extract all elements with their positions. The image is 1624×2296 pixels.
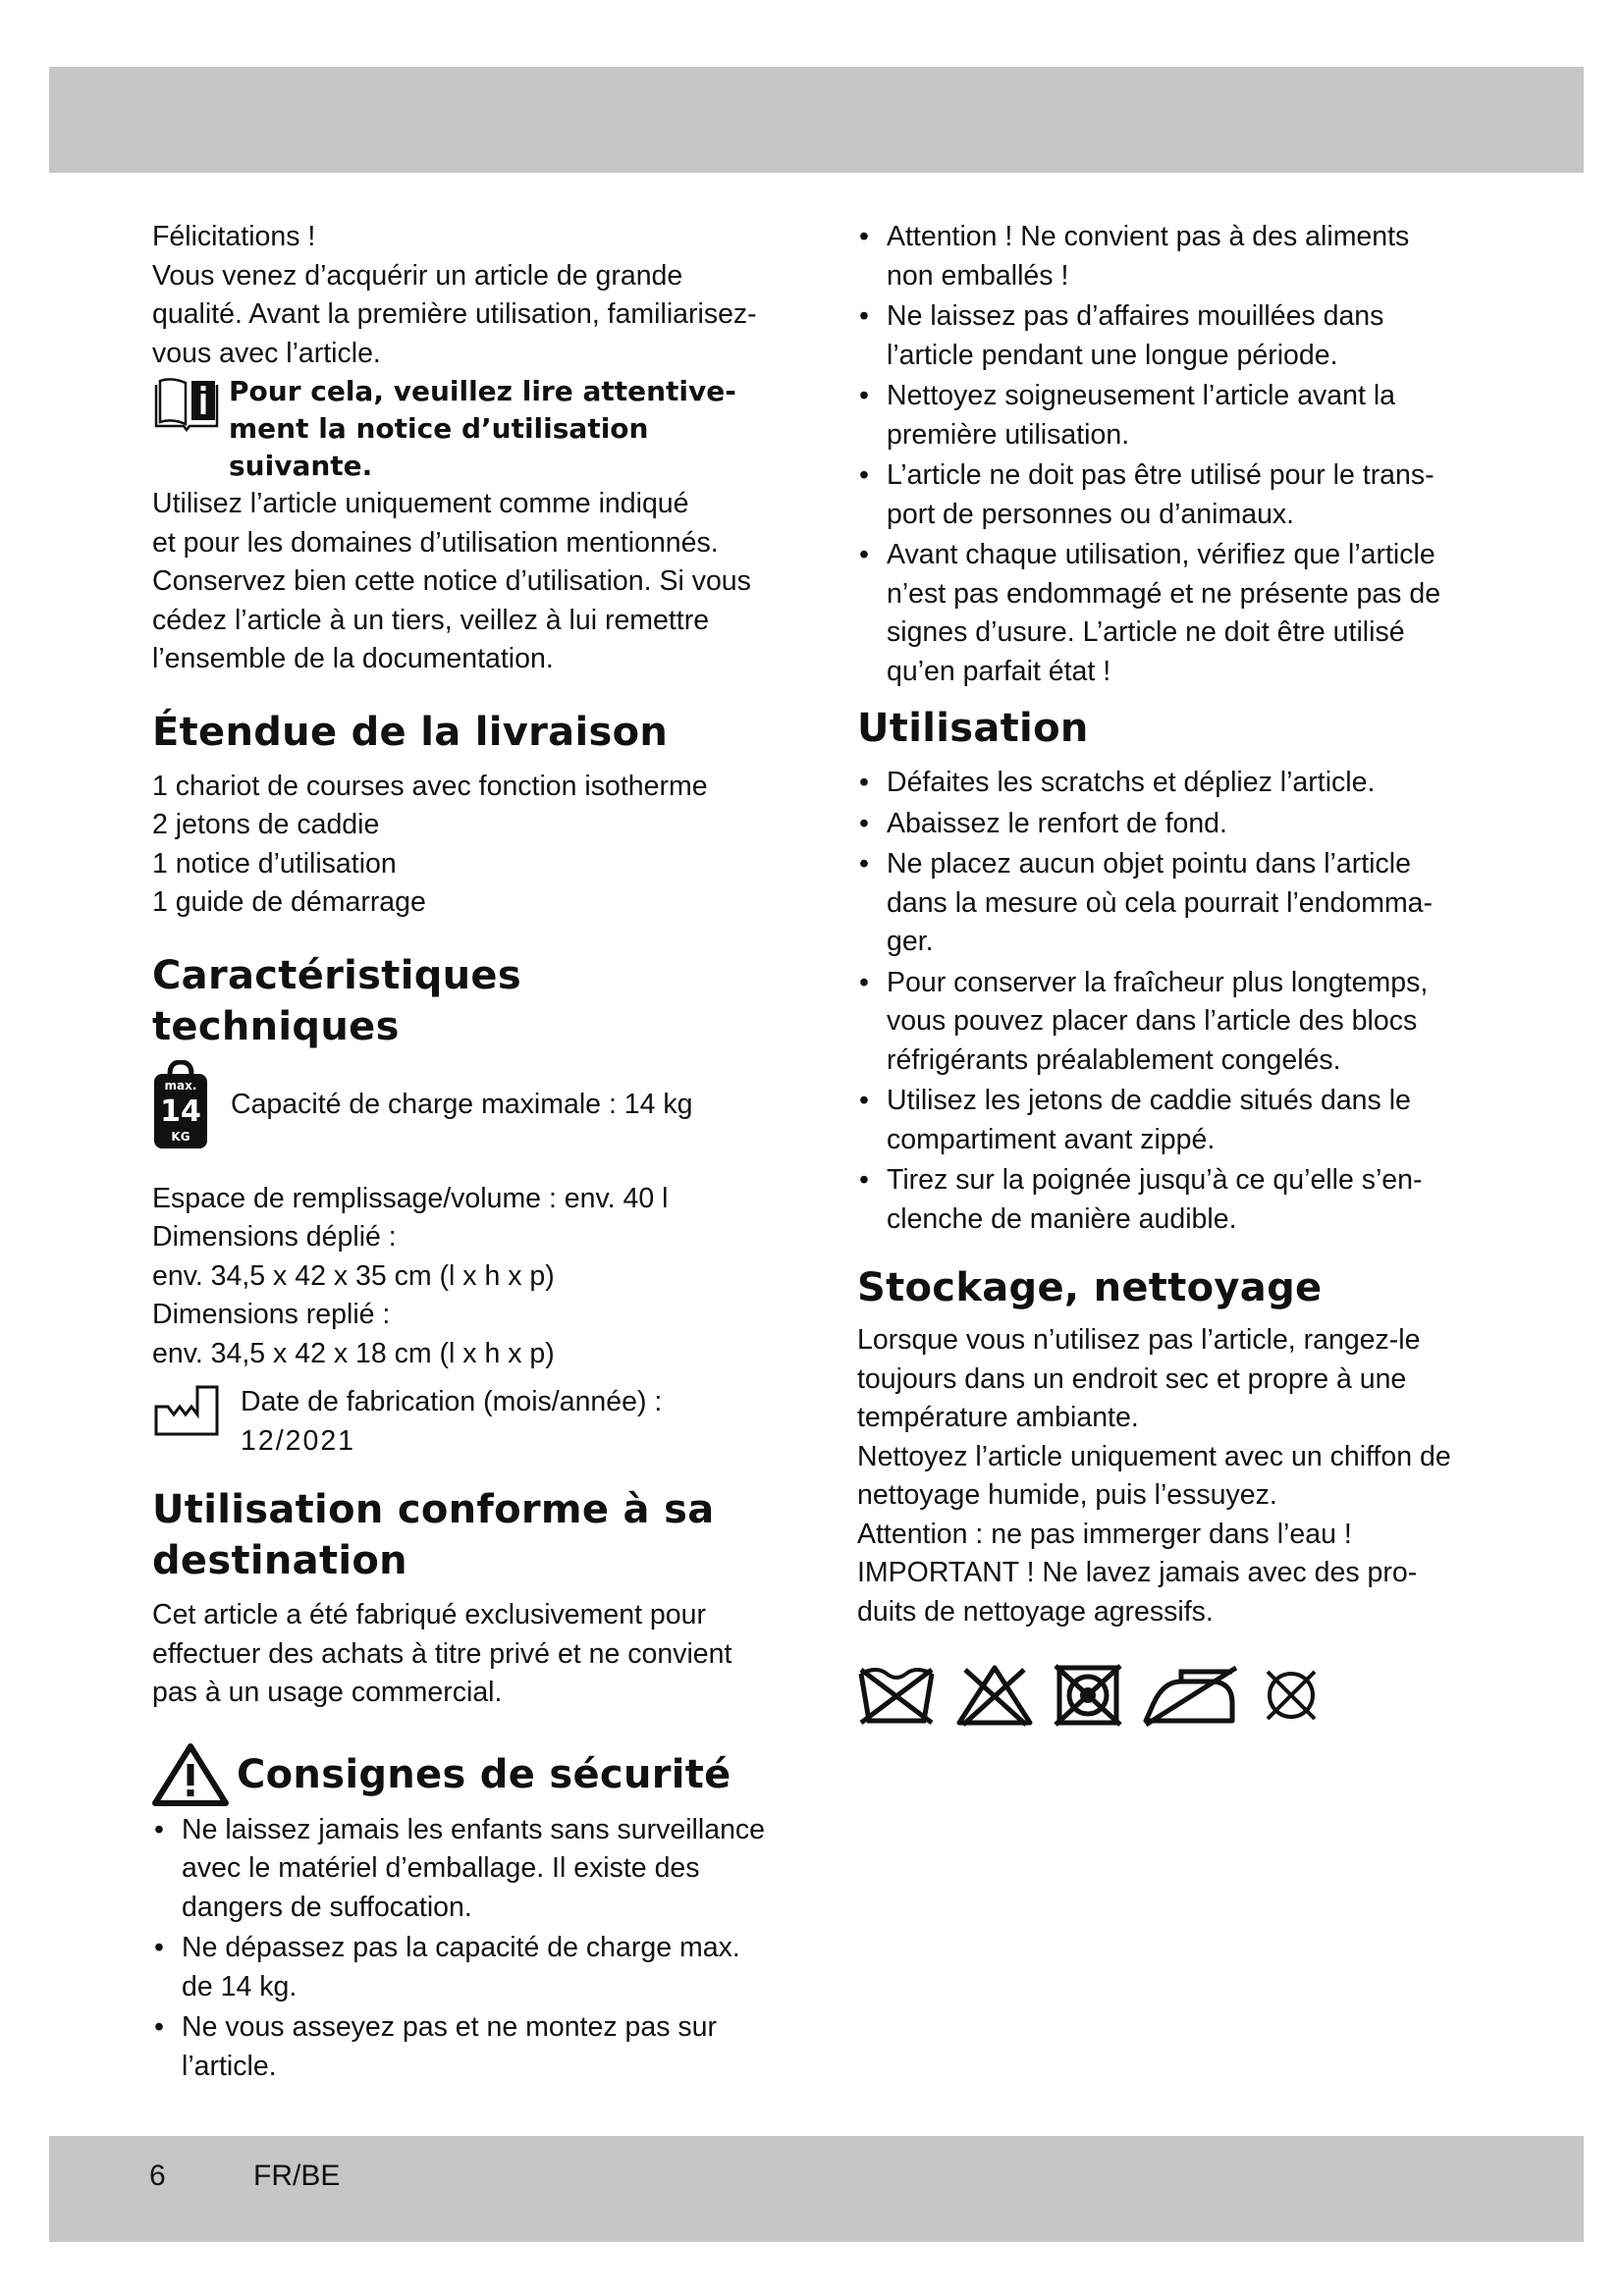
safety-list-continued bbox=[857, 218, 1486, 691]
list-item-line: l’article pendant une longue période. bbox=[887, 339, 1338, 371]
list-item-line: • Tirez sur la poignée jusqu’à ce qu’elle s’en- bbox=[887, 1164, 1423, 1196]
specs-heading: Caractéristiques techniques bbox=[152, 952, 521, 1049]
body-line: Utilisez l’article uniquement comme indiqué bbox=[152, 488, 689, 519]
list-item-line: • Ne laissez pas d’affaires mouillées dans bbox=[887, 300, 1384, 332]
list-item bbox=[857, 805, 1486, 844]
list-item-line: port de personnes ou d’animaux. bbox=[887, 498, 1295, 530]
list-item-line: ger. bbox=[887, 926, 934, 957]
max-load-row bbox=[152, 1060, 781, 1150]
intended-use-heading bbox=[152, 1484, 781, 1586]
no-wash-icon bbox=[857, 1661, 936, 1730]
list-item-line: • Ne vous asseyez pas et ne montez pas sur bbox=[182, 2011, 717, 2043]
left-column bbox=[152, 218, 781, 2088]
spec-line: Dimensions replié : bbox=[152, 1299, 391, 1330]
warning-icon bbox=[152, 1742, 229, 1807]
intended-use-title-line: Utilisation conforme à sa bbox=[152, 1487, 715, 1532]
list-item-line: • Utilisez les jetons de caddie situés dans le bbox=[887, 1085, 1411, 1116]
intro-line: vous avec l’article. bbox=[152, 337, 381, 369]
list-item-line: • Abaissez le renfort de fond. bbox=[887, 807, 1227, 839]
list-item-line: avec le matériel d’emballage. Il existe des bbox=[182, 1852, 700, 1884]
body-line: et pour les domaines d’utilisation mentionnés. bbox=[152, 526, 719, 559]
notice-line: Pour cela, veuillez lire attentive- bbox=[229, 375, 736, 407]
list-item bbox=[152, 1811, 781, 1928]
delivery-item: 1 chariot de courses avec fonction isotherme bbox=[152, 770, 708, 802]
intended-use-line: pas à un usage commercial. bbox=[152, 1677, 503, 1708]
spec-line: Dimensions déplié : bbox=[152, 1221, 397, 1253]
storage-line: duits de nettoyage agressifs. bbox=[857, 1595, 1214, 1628]
no-tumble-dry-icon bbox=[1054, 1661, 1122, 1730]
delivery-item: 1 notice d’utilisation bbox=[152, 847, 397, 880]
list-item-line: qu’en parfait état ! bbox=[887, 655, 1111, 687]
read-notice bbox=[152, 373, 781, 485]
body-line: l’ensemble de la documentation. bbox=[152, 643, 554, 674]
list-item-line: • Pour conserver la fraîcheur plus longtemps, bbox=[887, 966, 1429, 998]
language-code: FR/BE bbox=[253, 2160, 341, 2192]
list-item-line: • Nettoyez soigneusement l’article avant la bbox=[887, 380, 1396, 411]
list-item-line: dangers de suffocation. bbox=[182, 1891, 472, 1923]
spec-line: env. 34,5 x 42 x 18 cm (l x h x p) bbox=[152, 1337, 555, 1369]
list-item-line: compartiment avant zippé. bbox=[887, 1123, 1216, 1155]
list-item bbox=[857, 456, 1486, 534]
weight-icon-value: 14 bbox=[160, 1094, 201, 1129]
intended-use-line: effectuer des achats à titre privé et ne convient bbox=[152, 1637, 732, 1670]
list-item-line: non emballés ! bbox=[887, 259, 1069, 292]
list-item bbox=[857, 218, 1486, 295]
list-item-line: vous pouvez placer dans l’article des blocs bbox=[887, 1005, 1418, 1037]
list-item-line: réfrigérants préalablement congelés. bbox=[887, 1043, 1341, 1076]
right-column bbox=[857, 218, 1486, 1730]
list-item bbox=[857, 536, 1486, 691]
storage-line: température ambiante. bbox=[857, 1402, 1139, 1433]
list-item-line: • Avant chaque utilisation, vérifiez que l’article bbox=[887, 539, 1435, 570]
manufacture-date-label: Date de fabrication (mois/année) : bbox=[241, 1386, 663, 1417]
list-item bbox=[857, 297, 1486, 375]
list-item-line: • Attention ! Ne convient pas à des aliments bbox=[887, 221, 1410, 252]
list-item bbox=[857, 1082, 1486, 1159]
list-item-line: première utilisation. bbox=[887, 418, 1130, 451]
list-item-line: • Ne placez aucun objet pointu dans l’article bbox=[887, 848, 1411, 880]
list-item-line: clenche de manière audible. bbox=[887, 1202, 1237, 1235]
manufacture-date-row bbox=[152, 1383, 781, 1461]
body-line: Conservez bien cette notice d’utilisation. Si vous bbox=[152, 565, 751, 597]
storage-line: IMPORTANT ! Ne lavez jamais avec des pro- bbox=[857, 1557, 1418, 1588]
safety-list bbox=[152, 1811, 781, 2087]
list-item-line: • L’article ne doit pas être utilisé pour le trans- bbox=[887, 459, 1435, 491]
storage-line: Attention : ne pas immerger dans l’eau ! bbox=[857, 1518, 1352, 1550]
list-item bbox=[857, 964, 1486, 1081]
notice-line: ment la notice d’utilisation suivante. bbox=[229, 412, 649, 482]
list-item-line: • Défaites les scratchs et dépliez l’article. bbox=[887, 767, 1376, 798]
weight-icon bbox=[152, 1060, 209, 1150]
safety-title: Consignes de sécurité bbox=[237, 1751, 731, 1797]
delivery-item: 1 guide de démarrage bbox=[152, 886, 426, 918]
storage-heading: Stockage, nettoyage bbox=[857, 1265, 1323, 1310]
list-item-line: dans la mesure où cela pourrait l’endomma- bbox=[887, 886, 1434, 919]
list-item-line: • Ne laissez jamais les enfants sans surveillance bbox=[182, 1813, 766, 1845]
list-item bbox=[152, 1929, 781, 2006]
safety-heading bbox=[152, 1742, 781, 1807]
list-item bbox=[857, 377, 1486, 454]
storage-line: nettoyage humide, puis l’essuyez. bbox=[857, 1479, 1277, 1511]
intro-line: qualité. Avant la première utilisation, familiarisez- bbox=[152, 298, 757, 330]
weight-icon-unit: KG bbox=[171, 1129, 190, 1144]
list-item-line: de 14 kg. bbox=[182, 1970, 298, 2002]
list-item-line: l’article. bbox=[182, 2050, 277, 2082]
list-item-line: n’est pas endommagé et ne présente pas de bbox=[887, 577, 1441, 610]
spec-line: env. 34,5 x 42 x 35 cm (l x h x p) bbox=[152, 1259, 555, 1292]
max-load-text: Capacité de charge maximale : 14 kg bbox=[231, 1088, 693, 1120]
intro-line: Vous venez d’acquérir un article de grande bbox=[152, 259, 683, 292]
weight-icon-top: max. bbox=[164, 1078, 197, 1093]
header-band bbox=[49, 67, 1584, 173]
no-bleach-icon bbox=[955, 1661, 1034, 1730]
list-item bbox=[857, 764, 1486, 803]
list-item-line: signes d’usure. L’article ne doit être utilisé bbox=[887, 616, 1405, 648]
usage-heading: Utilisation bbox=[857, 706, 1089, 751]
no-dry-clean-icon bbox=[1260, 1661, 1323, 1730]
book-info-icon bbox=[152, 375, 221, 432]
spec-line: Espace de remplissage/volume : env. 40 l bbox=[152, 1182, 669, 1214]
congrats-text: Félicitations ! bbox=[152, 221, 316, 252]
list-item bbox=[152, 2008, 781, 2086]
intended-use-line: Cet article a été fabriqué exclusivement pour bbox=[152, 1599, 706, 1630]
delivery-item: 2 jetons de caddie bbox=[152, 809, 380, 840]
list-item bbox=[857, 845, 1486, 962]
storage-line: Lorsque vous n’utilisez pas l’article, rangez-le bbox=[857, 1324, 1421, 1356]
delivery-heading: Étendue de la livraison bbox=[152, 709, 669, 755]
storage-line: Nettoyez l’article uniquement avec un chiffon de bbox=[857, 1440, 1451, 1472]
care-symbols bbox=[857, 1661, 1486, 1730]
body-line: cédez l’article à un tiers, veillez à lui remettre bbox=[152, 604, 710, 636]
page-number: 6 bbox=[149, 2160, 166, 2192]
list-item bbox=[857, 1161, 1486, 1239]
storage-line: toujours dans un endroit sec et propre à une bbox=[857, 1362, 1407, 1395]
manufacture-date-icon bbox=[152, 1383, 223, 1438]
intended-use-title-line: destination bbox=[152, 1538, 407, 1583]
usage-list bbox=[857, 764, 1486, 1239]
manufacture-date-value: 12/2021 bbox=[241, 1424, 356, 1457]
list-item-line: • Ne dépassez pas la capacité de charge max. bbox=[182, 1932, 740, 1963]
no-iron-icon bbox=[1142, 1661, 1240, 1730]
